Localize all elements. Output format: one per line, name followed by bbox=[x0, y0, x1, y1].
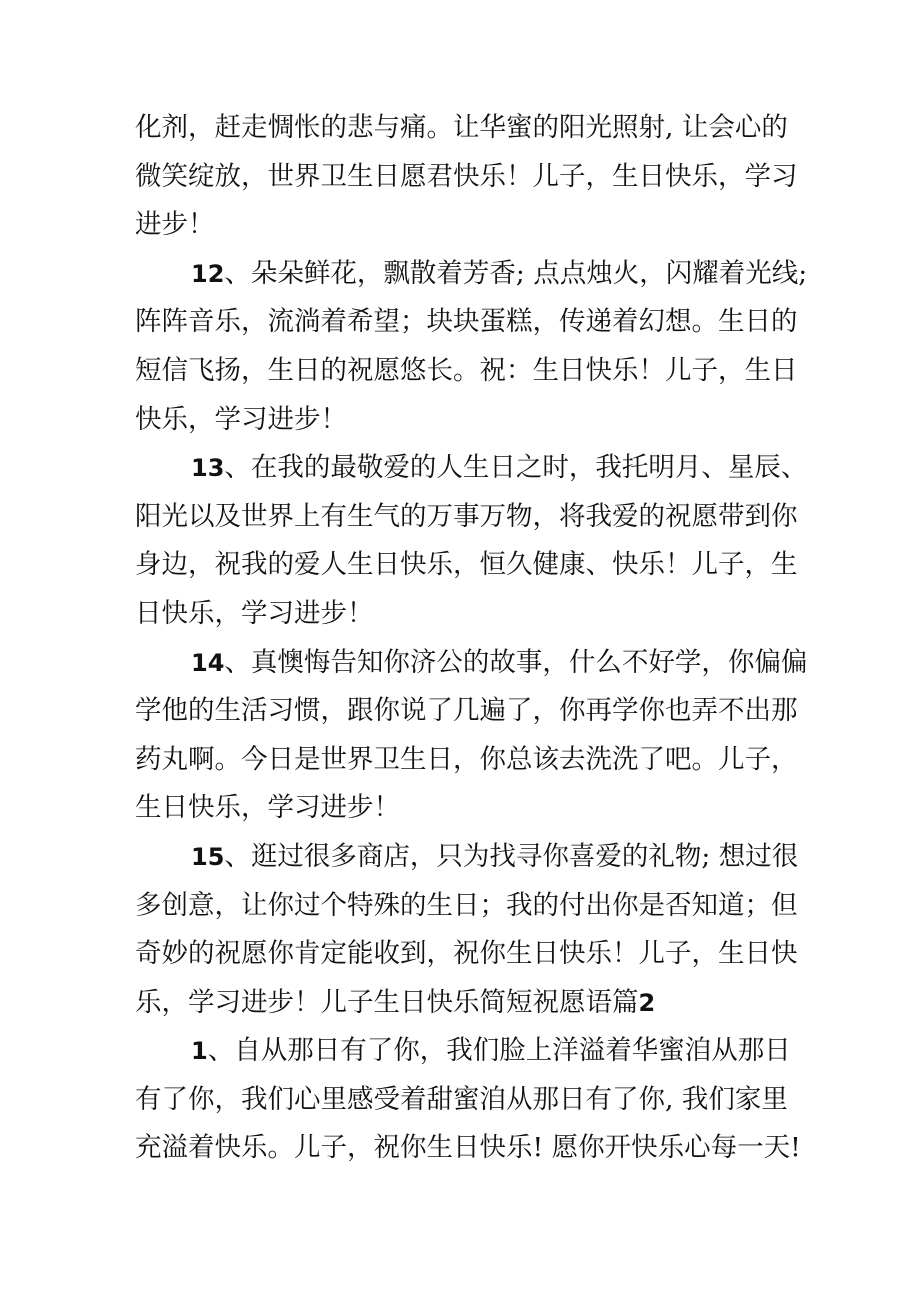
paragraph-14-line-3: 药丸啊。今日是世界卫生日，你总该去洗洗了吧。儿子， bbox=[135, 743, 798, 775]
paragraph-text: 自从那日有了你，我们脸上洋溢着华蜜洎从那日 bbox=[234, 1035, 791, 1067]
paragraph-text: 在我的最敬爱的人生日之时，我托明月、星辰、 bbox=[250, 452, 808, 484]
number-separator: 、 bbox=[224, 646, 251, 678]
paragraph-number: 13 bbox=[191, 454, 225, 483]
paragraph-12-line-1 bbox=[135, 250, 808, 299]
paragraph-text: 真懊悔告知你济公的故事，什么不好学，你偏偏 bbox=[250, 646, 808, 678]
section-2-paragraph-1-line-3: 充溢着快乐。儿子，祝你生日快乐! 愿你开快乐心每一天! bbox=[135, 1132, 801, 1164]
paragraph-number: 12 bbox=[191, 259, 225, 288]
paragraph-number: 1 bbox=[191, 1037, 208, 1066]
paragraph-12-line-3: 短信飞扬，生日的祝愿悠长。祝：生日快乐！儿子，生日 bbox=[135, 354, 798, 386]
paragraph-15-line-1 bbox=[135, 833, 799, 882]
paragraph-12-line-4: 快乐，学习进步！ bbox=[135, 403, 347, 435]
paragraph-14-line-1 bbox=[135, 639, 808, 688]
number-separator: 、 bbox=[224, 840, 251, 872]
number-separator: 、 bbox=[224, 257, 251, 289]
paragraph-11-line-1: 化剂，赶走惆怅的悲与痛。让华蜜的阳光照射, 让会心的 bbox=[135, 112, 788, 143]
paragraph-13-line-4: 日快乐，学习进步！ bbox=[135, 597, 374, 629]
paragraph-12-line-2: 阵阵音乐，流淌着希望；块块蛋糕，传递着幻想。生日的 bbox=[135, 306, 798, 338]
paragraph-number: 14 bbox=[191, 648, 225, 677]
number-separator: 、 bbox=[207, 1035, 235, 1067]
paragraph-15-line-3: 奇妙的祝愿你肯定能收到，祝你生日快乐！儿子，生日快 bbox=[135, 938, 798, 970]
section-number: 2 bbox=[638, 988, 656, 1017]
paragraph-14-line-2: 学他的生活习惯，跟你说了几遍了，你再学你也弄不出那 bbox=[135, 695, 798, 727]
paragraph-text: 朵朵鲜花，飘散着芳香; 点点烛火，闪耀着光线; bbox=[250, 257, 808, 289]
paragraph-number: 15 bbox=[191, 842, 225, 871]
paragraph-13-line-2: 阳光以及世界上有生气的万事万物，将我爱的祝愿带到你 bbox=[135, 500, 798, 532]
section-2-paragraph-1-line-2: 有了你，我们心里感受着甜蜜洎从那日有了你, 我们家里 bbox=[135, 1083, 788, 1115]
paragraph-15-line-4 bbox=[135, 979, 795, 1028]
paragraph-11-line-2: 微笑绽放，世界卫生日愿君快乐！儿子，生日快乐，学习 bbox=[135, 160, 798, 192]
paragraph-text: 乐，学习进步！儿子生日快乐简短祝愿语篇 bbox=[135, 986, 639, 1018]
paragraph-14-line-4: 生日快乐，学习进步！ bbox=[135, 792, 400, 824]
paragraph-text: 逛过很多商店，只为找寻你喜爱的礼物; 想过很 bbox=[250, 840, 799, 872]
section-2-paragraph-1-line-1 bbox=[135, 1027, 795, 1076]
number-separator: 、 bbox=[224, 452, 251, 484]
paragraph-15-line-2: 多创意，让你过个特殊的生日；我的付出你是否知道；但 bbox=[135, 889, 798, 921]
paragraph-13-line-1 bbox=[135, 444, 808, 493]
paragraph-13-line-3: 身边，祝我的爱人生日快乐，恒久健康、快乐！儿子，生 bbox=[135, 549, 798, 581]
paragraph-11-line-3: 进步！ bbox=[135, 209, 215, 241]
document-body bbox=[135, 104, 808, 1173]
